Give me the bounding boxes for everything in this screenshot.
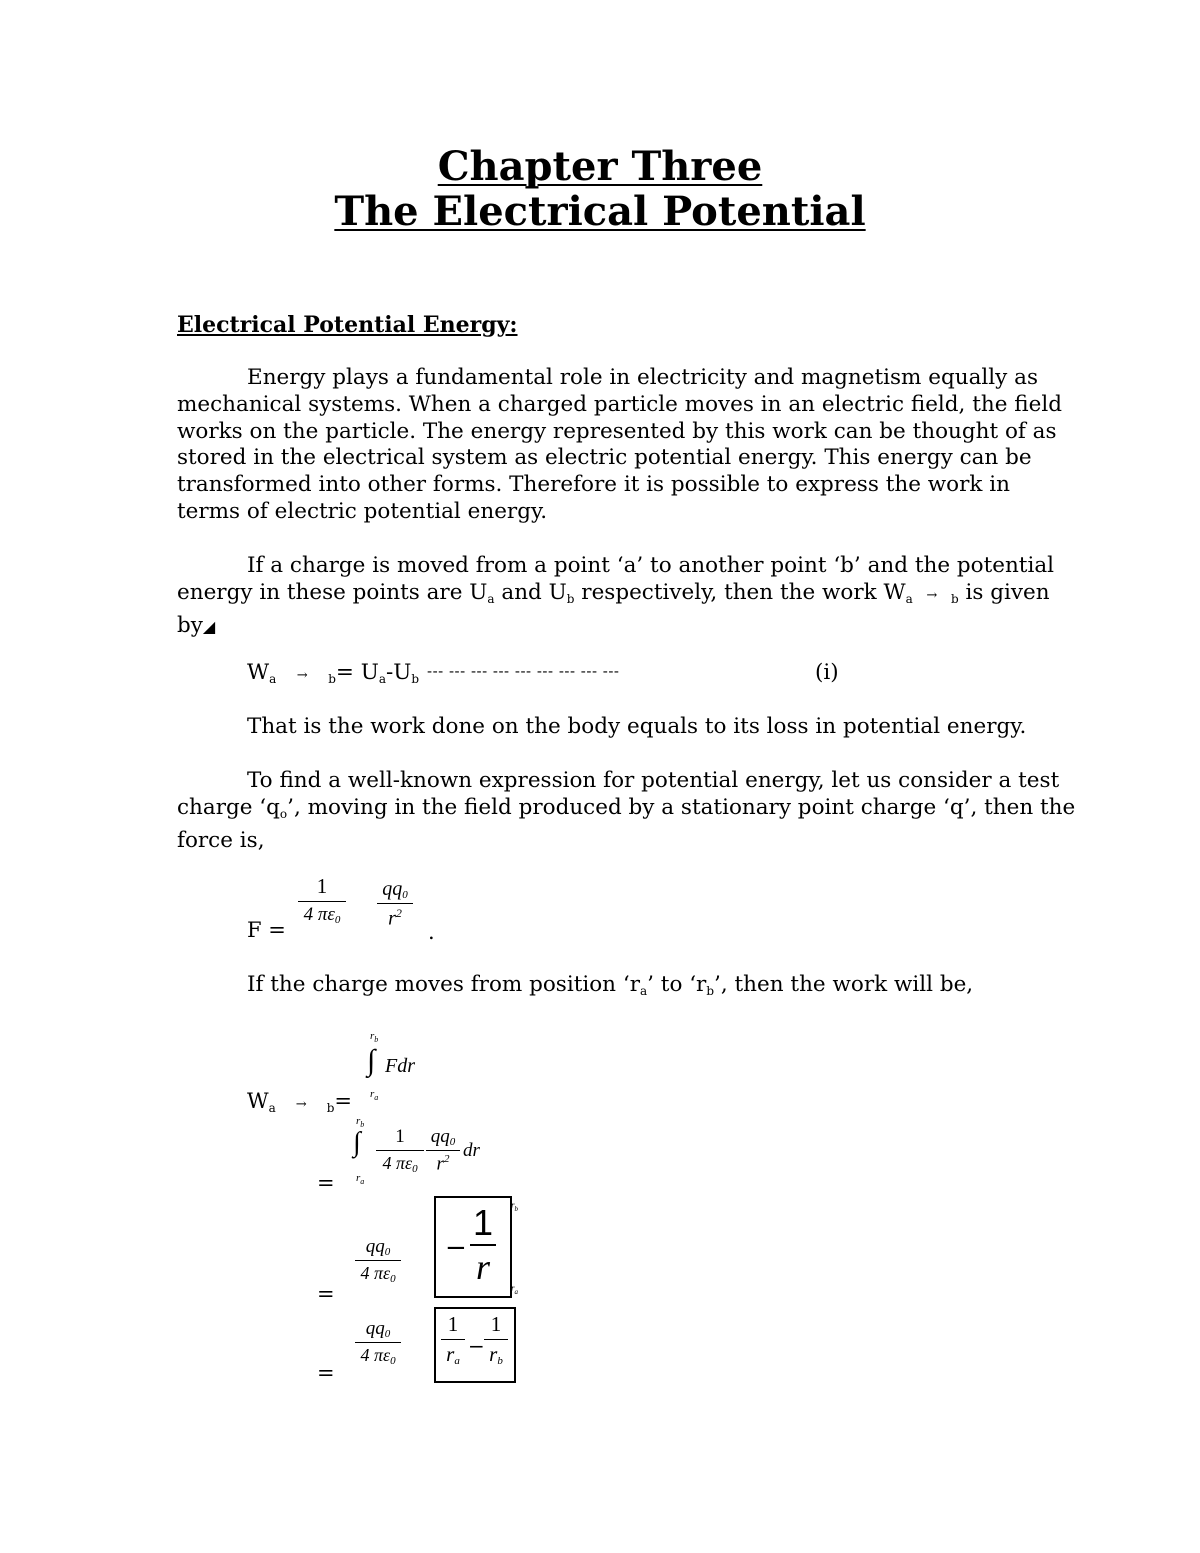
subscript: a — [269, 672, 277, 686]
subscript: o — [279, 806, 288, 821]
fraction-numerator: 1 — [447, 1312, 459, 1336]
subscript: a — [378, 672, 387, 686]
integral-upper-limit — [370, 1030, 378, 1044]
integral-lower-limit — [370, 1088, 378, 1102]
minus-sign: − — [468, 1334, 485, 1358]
step3-inner-fraction — [470, 1204, 496, 1286]
work-w: W — [247, 1089, 269, 1113]
fraction-numerator: 1 — [472, 1202, 494, 1243]
paragraph-line: If a charge is moved from a point ‘a’ to another point ‘b’ and the potential — [247, 553, 1055, 578]
fraction-denominator: r — [475, 1247, 490, 1287]
paragraph-line: works on the particle. The energy represented by this work can be thought of as — [177, 418, 1057, 444]
minus-sign: − — [445, 1233, 467, 1263]
text-run: ’ to ‘r — [647, 972, 707, 997]
subscript: a — [454, 1355, 460, 1367]
arrow-symbol: → — [296, 668, 308, 683]
subscript: b — [497, 1355, 503, 1367]
fraction-denominator: 4 πε — [360, 1263, 391, 1283]
text-run: and U — [494, 579, 567, 605]
subscript: 0 — [384, 1246, 391, 1258]
subscript: 0 — [412, 1163, 418, 1175]
force-lhs: F = — [247, 918, 286, 942]
text-run: respectively, then the work W — [574, 579, 906, 605]
fraction-numerator: qq — [430, 1126, 450, 1147]
limit-sub: b — [360, 1120, 365, 1130]
force-fraction-1 — [298, 874, 346, 926]
step2-fraction-1 — [376, 1126, 424, 1175]
equals-sign: = — [317, 1282, 335, 1306]
text-run: If the charge moves from position ‘r — [247, 972, 640, 997]
subscript: a — [905, 591, 913, 606]
paragraph-line: force is, — [177, 827, 265, 853]
step4-fraction — [355, 1318, 401, 1367]
limit-sub: a — [360, 1177, 365, 1187]
eq-rhs: -U — [386, 660, 412, 685]
paragraph-line: To find a well-known expression for potential energy, let us consider a test — [247, 768, 1060, 793]
fraction-denominator: r — [446, 1342, 455, 1366]
subscript: b — [706, 984, 715, 998]
paragraph-line: terms of electric potential energy. — [177, 498, 548, 524]
step2-dr: dr — [463, 1140, 480, 1161]
subscript: 0 — [449, 1136, 456, 1148]
step2-fraction-2 — [426, 1126, 460, 1175]
equation-number: (i) — [815, 660, 839, 685]
fraction-bar — [376, 1150, 424, 1151]
equals-sign: = — [317, 1171, 335, 1195]
bracket-upper-limit — [511, 1200, 518, 1213]
superscript: 2 — [443, 1153, 450, 1165]
subscript: 0 — [390, 1355, 396, 1367]
text-run: by — [177, 612, 203, 638]
subscript: a — [268, 1101, 276, 1115]
cursor-mark-icon: ◢ — [202, 616, 216, 636]
step4-fraction-ra — [441, 1312, 465, 1367]
text-run: ’, then the work will be, — [714, 972, 974, 997]
subscript: a — [487, 591, 495, 606]
limit-text: r — [370, 1088, 375, 1100]
fraction-bar — [355, 1260, 401, 1261]
limit-text: r — [356, 1172, 361, 1184]
fraction-numerator: 1 — [490, 1312, 502, 1336]
limit-text: r — [370, 1030, 375, 1042]
paragraph-line — [177, 613, 1054, 641]
superscript: 2 — [395, 906, 402, 920]
step3-fraction — [355, 1236, 401, 1285]
paragraph-line: transformed into other forms. Therefore it is possible to express the work in — [177, 472, 1010, 498]
paragraph-line — [177, 795, 1075, 828]
integral-lower-limit — [356, 1172, 364, 1186]
fraction-numerator: qq — [365, 1318, 385, 1339]
subscript: 0 — [402, 889, 408, 901]
force-period: . — [428, 920, 435, 944]
fraction-denominator: r — [489, 1342, 498, 1366]
equals-sign: = — [317, 1361, 335, 1385]
fraction-numerator: 1 — [395, 1126, 405, 1147]
fraction-bar — [298, 901, 346, 902]
subscript: 0 — [334, 914, 341, 926]
integrand-fdr: Fdr — [385, 1055, 415, 1077]
subscript: a — [639, 984, 648, 998]
subscript: 0 — [384, 1328, 391, 1340]
paragraph-charge-moves — [247, 972, 973, 1005]
work-lhs — [247, 1089, 352, 1115]
paragraph-work-done: That is the work done on the body equals to its loss in potential energy. — [247, 714, 1027, 739]
text-run: energy in these points are U — [177, 579, 488, 605]
equals-sign: = — [334, 1089, 353, 1113]
chapter-subtitle: The Electrical Potential — [334, 188, 866, 235]
bracket-lower-limit — [511, 1283, 518, 1296]
limit-sub: a — [514, 1287, 519, 1296]
fraction-bar — [441, 1339, 465, 1340]
text-run: charge ‘q — [177, 794, 280, 820]
subscript: 0 — [390, 1273, 396, 1285]
limit-sub: a — [374, 1093, 379, 1103]
subscript: b — [566, 591, 575, 606]
step4-fraction-rb — [484, 1312, 508, 1367]
fraction-bar — [484, 1339, 508, 1340]
subscript: b — [326, 1101, 335, 1115]
fraction-denominator: r — [388, 907, 396, 930]
arrow-symbol: → — [295, 1097, 307, 1112]
fraction-numerator: 1 — [316, 874, 328, 898]
subscript: b — [411, 672, 420, 686]
paragraph-line: stored in the electrical system as electric potential energy. This energy can be — [177, 445, 1032, 471]
paragraph-line: Energy plays a fundamental role in electricity and magnetism equally as — [247, 365, 1038, 390]
limit-sub: b — [374, 1035, 379, 1045]
fraction-denominator: 4 πε — [360, 1345, 391, 1365]
equation-dashes: --- --- --- --- --- --- --- --- --- — [427, 662, 620, 680]
integral-sign-icon: ∫ — [367, 1044, 376, 1077]
paragraph-line: mechanical systems. When a charged particle moves in an electric field, the field — [177, 391, 1062, 417]
limit-text: r — [511, 1283, 515, 1293]
fraction-bar — [355, 1342, 401, 1343]
paragraph-energy — [177, 365, 1062, 526]
text-run: is given — [958, 579, 1050, 605]
section-heading: Electrical Potential Energy: — [177, 312, 518, 338]
limit-text: r — [356, 1115, 361, 1127]
fraction-bar — [426, 1150, 460, 1151]
fraction-numerator: qq — [365, 1236, 385, 1257]
subscript: b — [951, 591, 959, 606]
fraction-bar — [377, 903, 413, 904]
fraction-bar — [470, 1244, 496, 1246]
fraction-denominator: 4 πε — [303, 904, 335, 925]
fraction-numerator: qq — [382, 878, 403, 900]
text-run: ’, moving in the field produced by a stationary point charge ‘q’, then the — [287, 794, 1076, 820]
limit-sub: b — [514, 1204, 519, 1213]
eq-rhs: = U — [335, 660, 379, 685]
integral-sign-icon: ∫ — [353, 1127, 361, 1158]
paragraph-charge-moved — [177, 553, 1054, 640]
paragraph-line — [177, 580, 1054, 613]
paragraph-test-charge — [177, 768, 1075, 854]
arrow-symbol: → — [926, 587, 938, 603]
chapter-title: Chapter Three — [437, 143, 763, 190]
subscript: b — [328, 672, 336, 686]
force-fraction-2 — [377, 878, 413, 931]
fraction-denominator: r — [436, 1153, 444, 1175]
eq-w: W — [247, 660, 270, 685]
equation-i — [247, 660, 419, 693]
fraction-denominator: 4 πε — [382, 1153, 413, 1173]
limit-text: r — [511, 1200, 515, 1210]
